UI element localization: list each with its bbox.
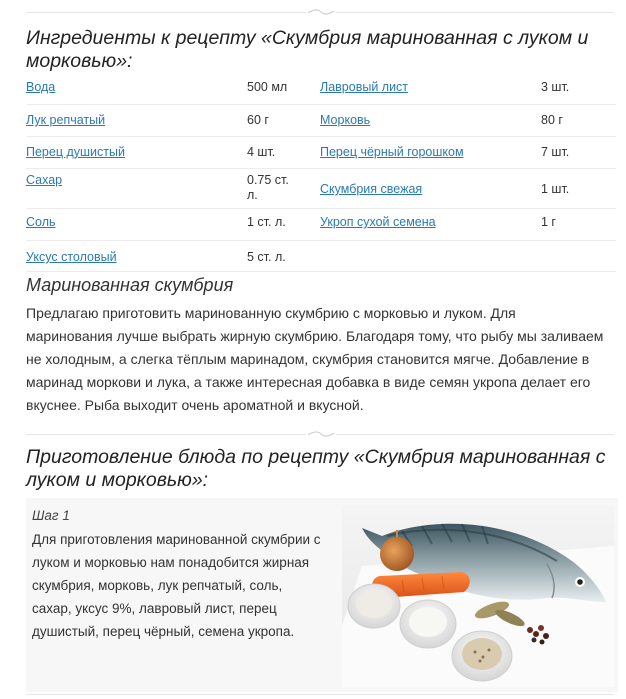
ingredient-amount: 1 г xyxy=(541,215,556,229)
ingredients-heading: Ингредиенты к рецепту «Скумбрия маринованная с луком и морковью»: xyxy=(26,27,589,72)
step-title: Шаг 1 xyxy=(32,508,70,523)
ingredient-amount: 3 шт. xyxy=(541,80,570,94)
ingredient-amount: 60 г xyxy=(247,113,269,127)
ingredient-link[interactable]: Перец чёрный горошком xyxy=(320,145,464,159)
description-text: Предлагаю приготовить маринованную скумбрию с морковью и луком. Для маринования лучше выбрать жирную скумбрию. Благодаря тому, что рыбу мы заливаем не холодным, а слегка тёплым маринадом, скумбрия становится мягче. Добавление в маринад моркови и лука, а также интересная добавка в виде семян укропа делает его вкуснее. Рыба выходит очень ароматной и вкусной. xyxy=(26,305,604,413)
ingredient-amount: 4 шт. xyxy=(247,145,276,159)
ingredient-amount: 5 ст. л. xyxy=(247,250,286,264)
ingredient-amount: 1 ст. л. xyxy=(247,215,286,229)
ingredient-link[interactable]: Скумбрия свежая xyxy=(320,182,423,196)
ingredient-row xyxy=(26,241,616,272)
ingredient-amount: 500 мл xyxy=(247,80,288,94)
ingredient-amount: 80 г xyxy=(541,113,563,127)
ingredient-amount: 7 шт. xyxy=(541,145,570,159)
ingredients-table xyxy=(26,74,616,272)
ingredient-amount: 0.75 ст. л. xyxy=(247,173,289,202)
ingredient-row xyxy=(26,74,616,105)
ingredient-link[interactable]: Морковь xyxy=(320,113,371,127)
ingredient-link[interactable]: Лук репчатый xyxy=(26,113,106,127)
ingredient-link[interactable]: Уксус столовый xyxy=(26,250,117,264)
ingredient-link[interactable]: Лавровый лист xyxy=(320,80,409,94)
step-photo xyxy=(342,506,614,687)
ingredient-amount: 1 шт. xyxy=(541,182,570,196)
description-title: Маринованная скумбрия xyxy=(26,275,234,295)
ingredient-link[interactable]: Вода xyxy=(26,80,56,94)
section-ornament-icon xyxy=(306,430,336,438)
top-ornament-icon xyxy=(306,8,336,16)
ingredient-link[interactable]: Сахар xyxy=(26,173,63,187)
step-text: Для приготовления маринованной скумбрии с луком и морковью нам понадобится жирная скумбрия, морковь, лук репчатый, соль, сахар, уксус 9%, лавровый лист, перец душистый, перец чёрный, семена укропа. xyxy=(32,532,321,639)
ingredient-link[interactable]: Укроп сухой семена xyxy=(320,215,436,229)
ingredient-link[interactable]: Перец душистый xyxy=(26,145,125,159)
ingredient-link[interactable]: Соль xyxy=(26,215,56,229)
ingredient-row xyxy=(26,209,616,241)
preparation-heading: Приготовление блюда по рецепту «Скумбрия маринованная с луком и морковью»: xyxy=(26,446,606,491)
bottom-divider xyxy=(26,694,614,695)
ingredient-row xyxy=(26,137,616,169)
ingredient-row xyxy=(26,105,616,137)
ingredient-row xyxy=(26,169,616,209)
